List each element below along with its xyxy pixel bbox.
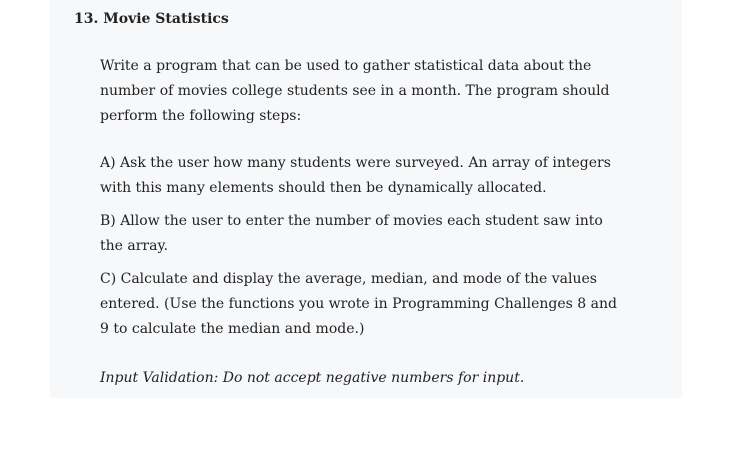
step-a: A) Ask the user how many students were surveyed. An array of integers with this many elements should then be dynamically allocated. (100, 155, 611, 196)
problem-heading: 13. Movie Statistics (74, 11, 229, 27)
problem-card (50, 0, 682, 398)
input-validation-note: Input Validation: Do not accept negative numbers for input. (100, 370, 525, 386)
step-c: C) Calculate and display the average, median, and mode of the values entered. (Use the functions you wrote in Programming Challenges 8 and 9 to calculate the median and mode.) (100, 271, 617, 337)
step-b: B) Allow the user to enter the number of movies each student saw into the array. (100, 213, 603, 254)
problem-intro: Write a program that can be used to gather statistical data about the number of movies college students see in a month. The program should perform the following steps: (100, 58, 610, 124)
